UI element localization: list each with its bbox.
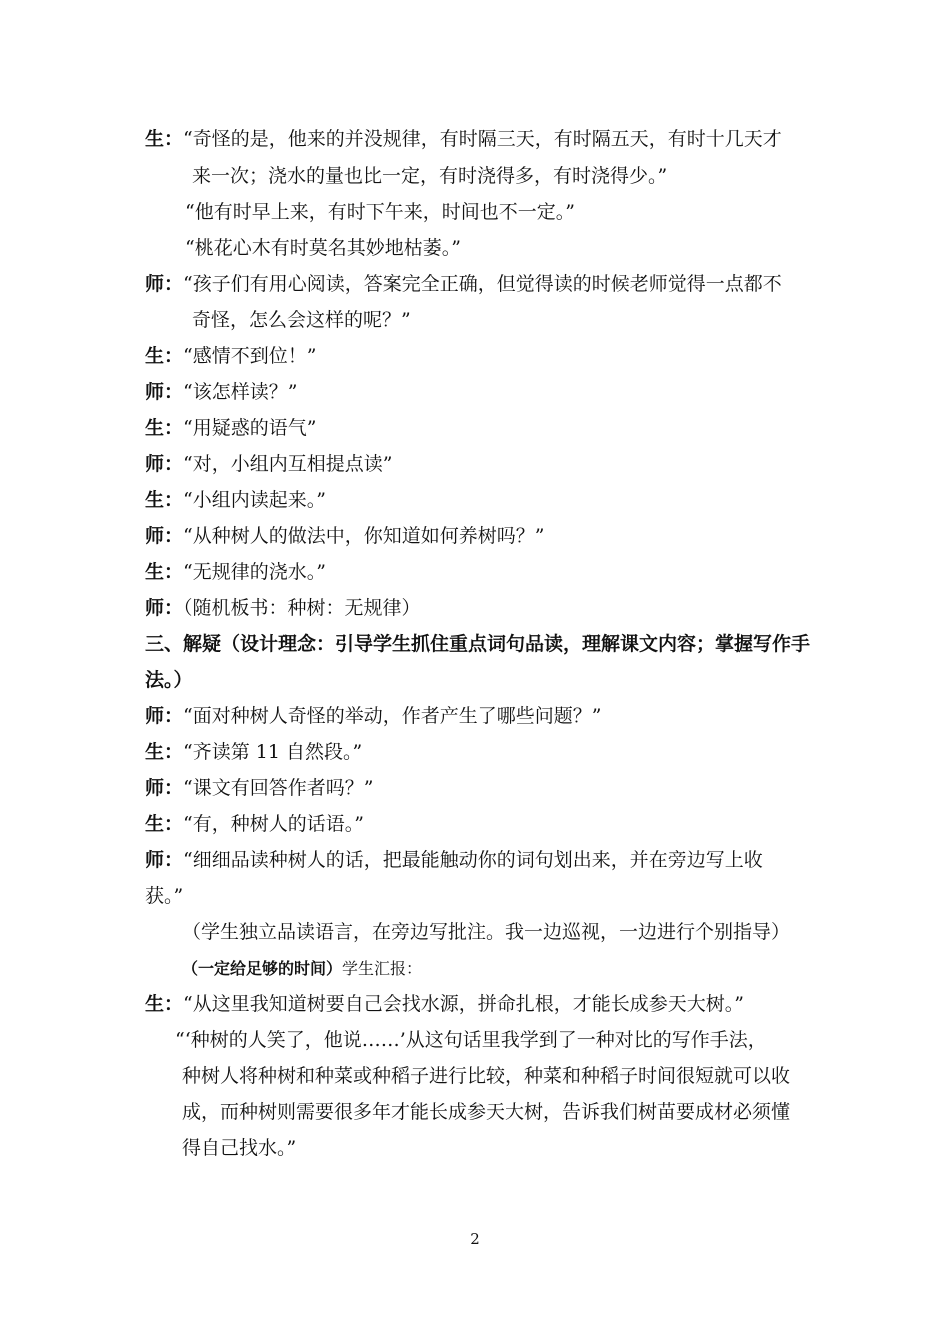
- speaker-label: 师：: [145, 777, 184, 799]
- line-text: “用疑惑的语气”: [183, 417, 317, 439]
- line-text: “有，种树人的话语。”: [183, 813, 364, 835]
- dialogue-line: [182, 1063, 790, 1089]
- note-line: [182, 955, 422, 982]
- line-text: 种树人将种树和种菜或种稻子进行比较，种菜和种稻子时间很短就可以收: [182, 1065, 791, 1087]
- dialogue-line: [182, 1135, 296, 1161]
- speaker-label: 师：: [145, 849, 184, 871]
- dialogue-line: [145, 379, 297, 405]
- dialogue-line: [145, 487, 326, 513]
- speaker-label: 生：: [145, 128, 184, 150]
- page-number: 2: [470, 1230, 480, 1248]
- dialogue-line: [185, 235, 461, 261]
- dialogue-line: [145, 343, 316, 369]
- speaker-label: 生：: [145, 993, 184, 1015]
- speaker-label: 生：: [145, 345, 184, 367]
- speaker-label: 师：: [145, 597, 184, 619]
- speaker-label: 生：: [145, 813, 184, 835]
- speaker-label: 生：: [145, 561, 184, 583]
- speaker-label: 师：: [145, 273, 184, 295]
- line-text: “无规律的浇水。”: [183, 561, 326, 583]
- line-text: 获。”: [145, 885, 184, 907]
- heading-text: 法。）: [145, 669, 193, 691]
- speaker-label: 师：: [145, 453, 184, 475]
- speaker-label: 师：: [145, 705, 184, 727]
- dialogue-line: [145, 271, 782, 297]
- speaker-label: 生：: [145, 741, 184, 763]
- line-text: （学生独立品读语言，在旁边写批注。我一边巡视，一边进行个别指导）: [182, 921, 791, 943]
- line-text: “感情不到位！”: [183, 345, 317, 367]
- line-text: “‘种树的人笑了，他说……’从这句话里我学到了一种对比的写作手法，: [175, 1029, 767, 1051]
- line-text: 学生汇报：: [342, 959, 423, 978]
- line-text: “他有时早上来，有时下午来，时间也不一定。”: [185, 201, 575, 223]
- line-text: “桃花心木有时莫名其妙地枯萎。”: [185, 237, 461, 259]
- line-text: “孩子们有用心阅读，答案完全正确，但觉得读的时候老师觉得一点都不: [183, 273, 782, 295]
- line-text: （随机板书：种树：无规律）: [183, 597, 421, 619]
- line-text: “小组内读起来。”: [183, 489, 326, 511]
- line-text: “齐读第 11 自然段。”: [183, 741, 363, 763]
- note-line: [182, 919, 790, 945]
- speaker-label: 师：: [145, 381, 184, 403]
- dialogue-line: [185, 199, 575, 225]
- dialogue-line: [145, 847, 763, 873]
- dialogue-line: [145, 126, 782, 152]
- speaker-label: 师：: [145, 525, 184, 547]
- line-text: “对，小组内互相提点读”: [183, 453, 393, 475]
- line-text: “课文有回答作者吗？”: [183, 777, 374, 799]
- dialogue-line: [192, 307, 411, 333]
- dialogue-line: [145, 451, 392, 477]
- line-text: 奇怪，怎么会这样的呢？”: [192, 309, 411, 331]
- bold-note: （一定给足够的时间）: [182, 959, 343, 978]
- dialogue-line: [192, 163, 667, 189]
- line-text: “奇怪的是，他来的并没规律，有时隔三天，有时隔五天，有时十几天才: [183, 128, 782, 150]
- dialogue-line: [182, 1099, 790, 1125]
- section-heading-cont: [145, 667, 193, 693]
- line-text: 来一次；浇水的量也比一定，有时浇得多，有时浇得少。”: [192, 165, 668, 187]
- section-heading: [145, 631, 810, 657]
- dialogue-line: [145, 883, 183, 909]
- line-text: 成，而种树则需要很多年才能长成参天大树，告诉我们树苗要成材必须懂: [182, 1101, 791, 1123]
- line-text: “从这里我知道树要自己会找水源，拼命扎根，才能长成参天大树。”: [183, 993, 744, 1015]
- dialogue-line: [175, 1027, 767, 1053]
- dialogue-line: [145, 739, 362, 765]
- dialogue-line: [145, 991, 744, 1017]
- dialogue-line: [145, 415, 316, 441]
- dialogue-line: [145, 703, 601, 729]
- line-text: “面对种树人奇怪的举动，作者产生了哪些问题？”: [183, 705, 602, 727]
- dialogue-line: [145, 559, 326, 585]
- line-text: 得自己找水。”: [182, 1137, 297, 1159]
- speaker-label: 生：: [145, 489, 184, 511]
- dialogue-line: [145, 523, 544, 549]
- dialogue-line: [145, 775, 373, 801]
- dialogue-line: [145, 811, 364, 837]
- dialogue-line: [145, 595, 421, 621]
- line-text: “从种树人的做法中，你知道如何养树吗？”: [183, 525, 545, 547]
- speaker-label: 生：: [145, 417, 184, 439]
- heading-text: 三、解疑（设计理念：引导学生抓住重点词句品读，理解课文内容；掌握写作手: [145, 633, 811, 655]
- line-text: “该怎样读？”: [183, 381, 298, 403]
- line-text: “细细品读种树人的话，把最能触动你的词句划出来，并在旁边写上收: [183, 849, 763, 871]
